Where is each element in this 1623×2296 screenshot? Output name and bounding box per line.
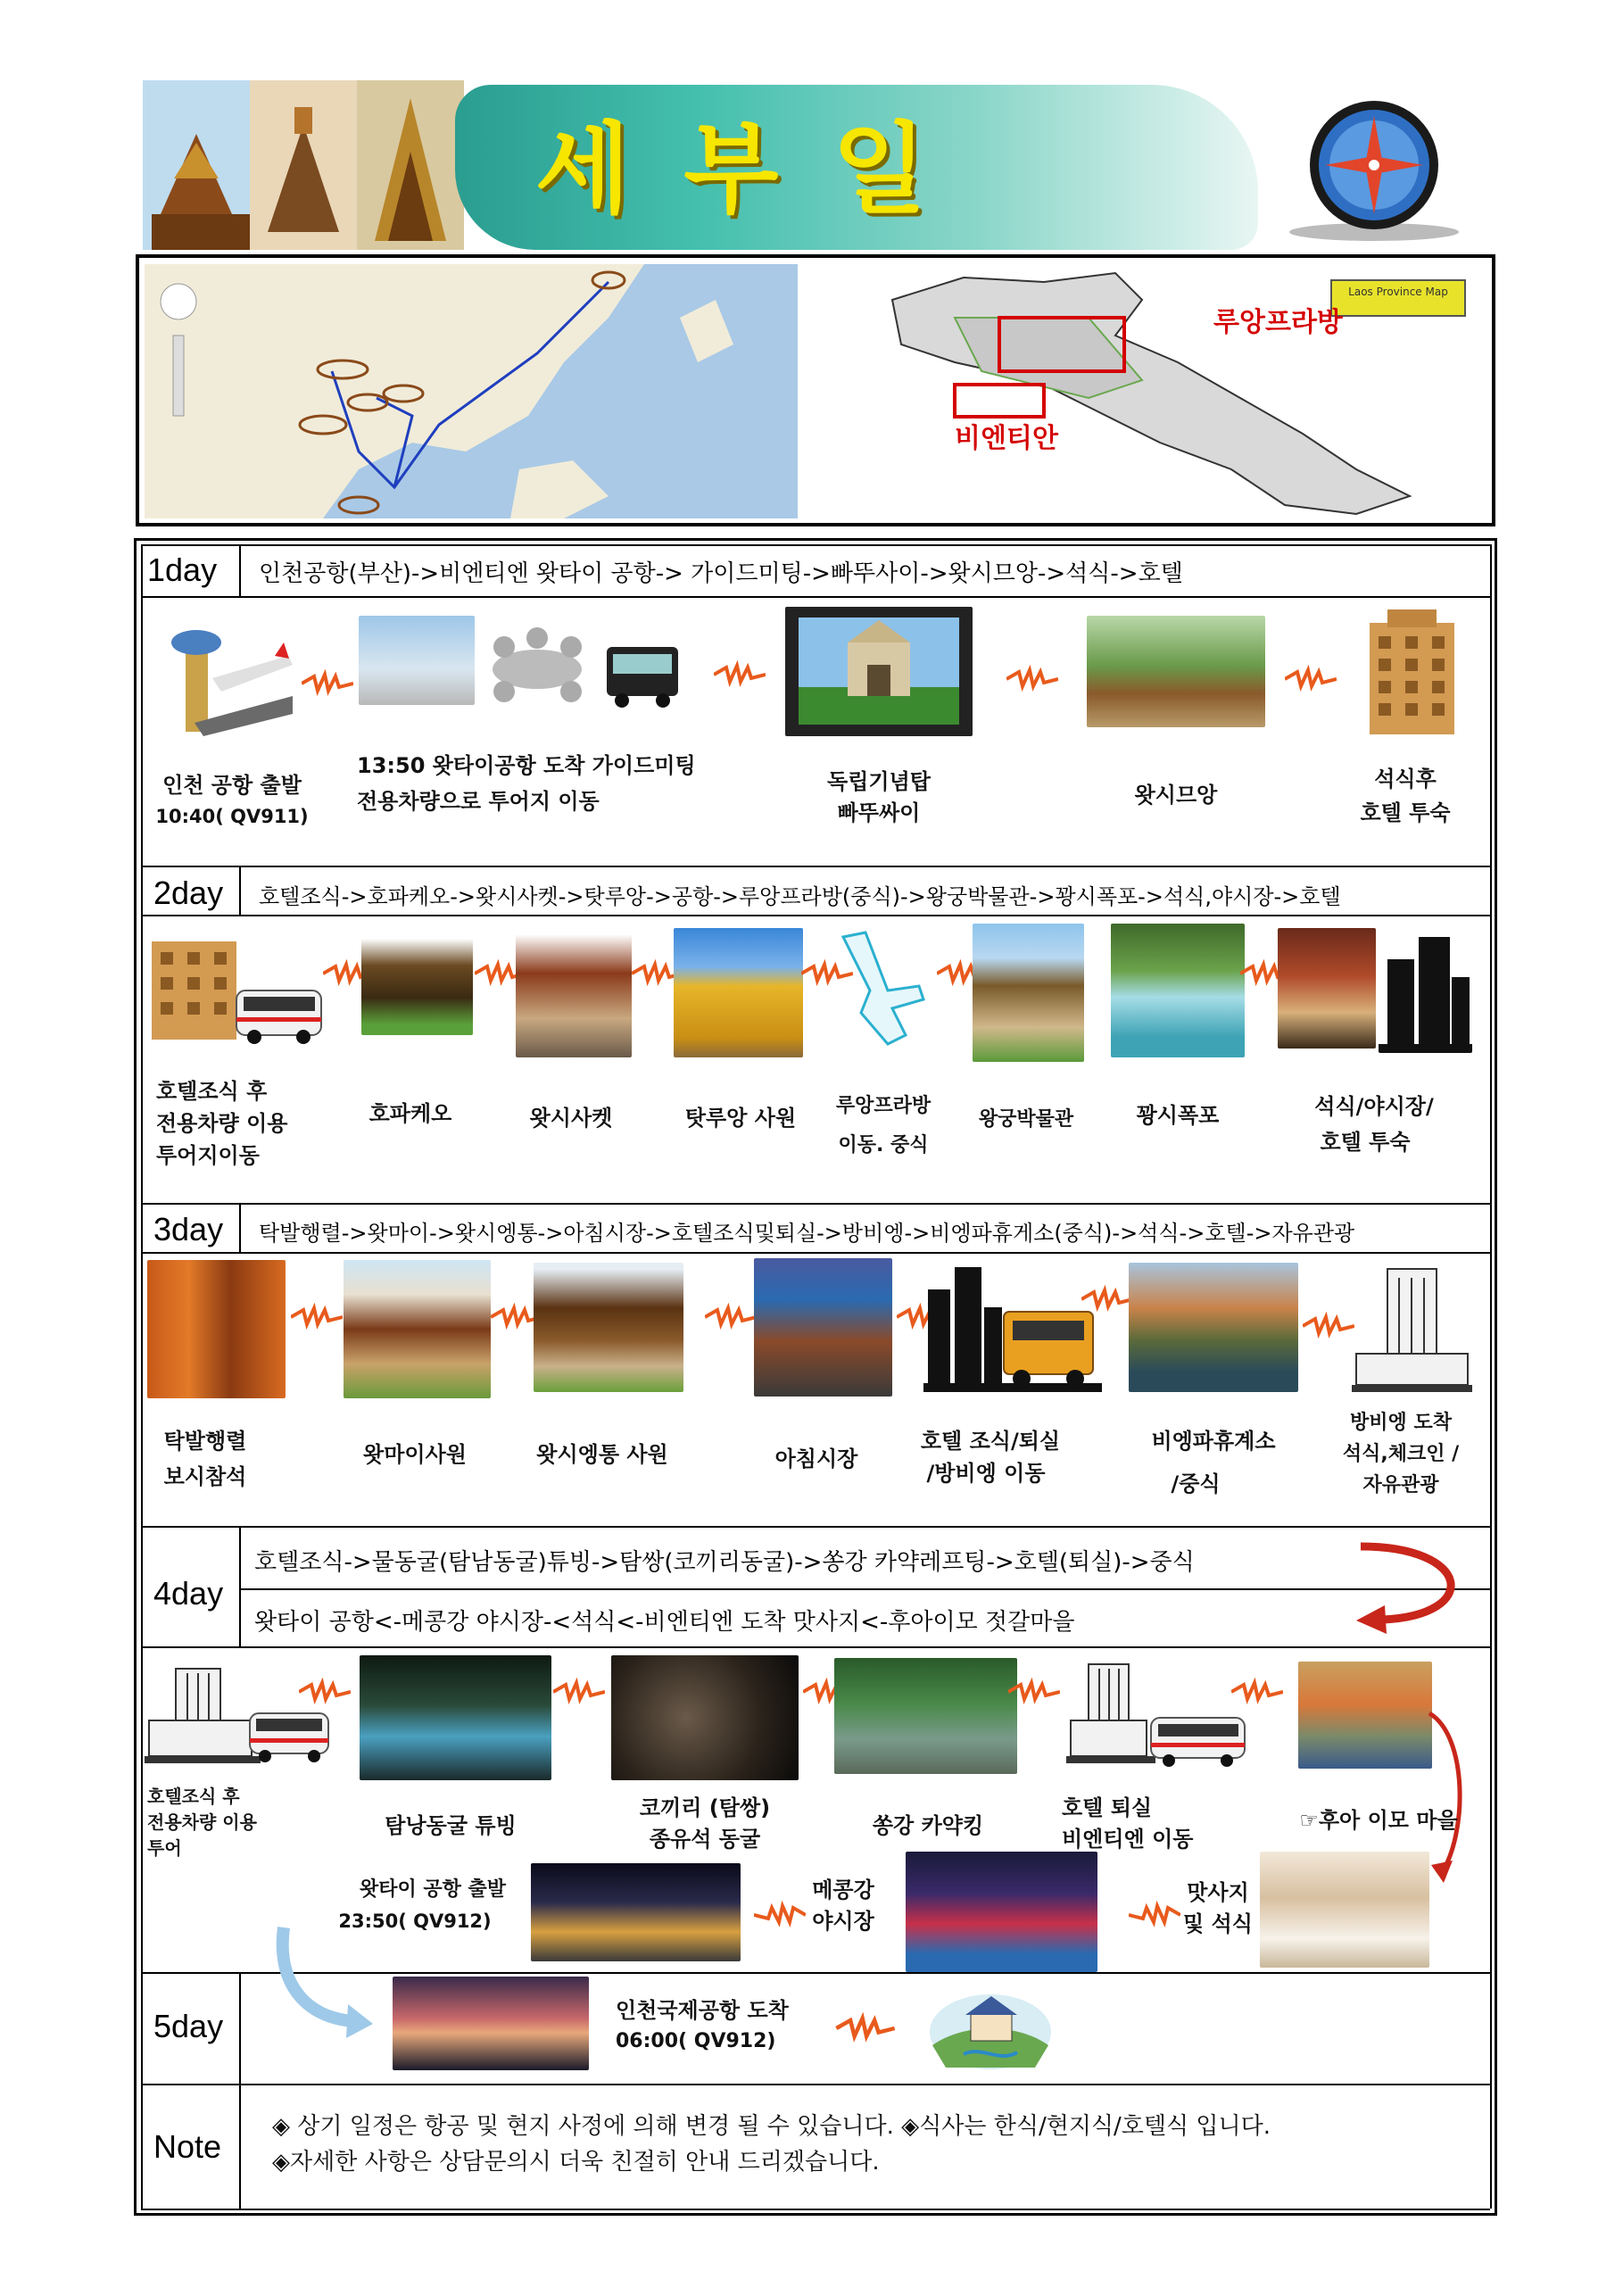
day4-caption: 23:50( QV912) [338,1911,492,1932]
wat-sisaket-photo [516,928,632,1057]
bus-icon [602,638,683,709]
day4-caption: 호텔조식 후 [147,1786,240,1807]
meeting-icon [477,616,598,714]
royal-palace-photo [973,924,1084,1062]
note-line-2: ◈자세한 사항은 상담문의시 더욱 친절히 안내 드리겠습니다. [272,2149,880,2176]
note-line-1: ◈ 상기 일정은 항공 및 현지 사정에 의해 변경 될 수 있습니다. ◈식사는 한식/현지식/호텔식 입니다. [272,2113,1271,2140]
hotel-icon [1361,605,1463,739]
day4-caption: 종유석 동굴 [649,1827,761,1852]
arrow-icon [1006,665,1058,693]
day4-caption: 전용차량 이용 [147,1811,257,1833]
wat-mai-photo [344,1260,491,1398]
day2-caption: 루앙프라방 [835,1095,932,1117]
day5-label: 5day [153,2008,224,2044]
day2-label: 2day [153,874,224,911]
night-market-photo [1278,928,1376,1049]
day2-caption: 호텔 투숙 [1320,1130,1411,1155]
day4-route: 호텔조식->물동굴(탐남동굴)튜빙->탐쌍(코끼리동굴)->쏭강 카약레프팅->호텔(퇴실)->중식 [254,1549,1195,1576]
page-title: 세부일 [535,112,981,227]
vientiane-label: 비엔티안 [955,423,1058,454]
day2-route: 호텔조식->호파케오->왓시사켓->탓루앙->공항->루앙프라방(중식)->왕궁박물관->꽝시폭포->석식,야시장->호텔 [259,884,1341,909]
hotel-bus-icon [147,932,326,1049]
day3-caption: 왓시엥통 사원 [536,1442,668,1467]
day3-caption: 석식,체크인 / [1342,1443,1460,1465]
day1-caption: 빠뚜싸이 [837,800,921,825]
arrow-icon [299,1678,351,1706]
day4-caption: 및 석식 [1183,1911,1253,1936]
city-skyline-icon [1379,924,1472,1053]
arrow-icon [714,660,766,689]
day4-caption: 코끼리 (탐쌍) [639,1795,771,1820]
day4-caption: 탐낭동굴 튜빙 [385,1813,517,1838]
day3-caption: /중식 [1171,1471,1221,1496]
route-map [145,264,798,518]
arrow-icon [705,1303,757,1331]
day4-caption: ☞후아 이모 마을 [1299,1808,1458,1833]
mekong-night-market-photo [906,1852,1097,1972]
airport-terminal-photo [359,616,475,705]
arrow-icon [1231,1678,1283,1706]
day4-caption: 호텔 퇴실 [1062,1795,1153,1820]
vang-vieng-rest-area-photo [1129,1263,1298,1392]
day1-caption: 13:50 왓타이공항 도착 가이드미팅 [357,753,696,778]
morning-market-photo [754,1258,892,1397]
luang-prabang-label: 루앙프라방 [1213,307,1343,338]
home-landscape-icon [928,1983,1053,2072]
day2-caption: 왕궁박물관 [978,1108,1074,1131]
wat-xieng-thong-photo [534,1263,683,1392]
day4-caption: 야시장 [812,1909,874,1934]
day4-caption: 왓타이 공항 출발 [359,1878,507,1901]
massage-photo [1260,1852,1429,1968]
day2-caption: 왓시사켓 [529,1106,613,1131]
arrow-icon [553,1678,605,1706]
day3-route: 탁발행렬->왓마이->왓시엥통->아침시장->호텔조식및퇴실->방비엥->비엥파휴게소(중식)->석식->호텔->자유관광 [259,1221,1355,1246]
patuxai-photo [785,607,973,736]
alms-giving-photo [147,1260,286,1398]
day3-label: 3day [153,1211,224,1247]
day1-caption: 인천 공항 출발 [162,773,302,798]
arrow-icon [1008,1678,1060,1706]
day2-caption: 꽝시폭포 [1136,1103,1220,1128]
skyline-truck-icon [923,1263,1102,1397]
u-turn-arrow-icon [1347,1530,1481,1637]
day4-caption: 맛사지 [1187,1880,1249,1905]
curved-arrow-icon [268,1919,375,2043]
day3-caption: 아침시장 [774,1446,858,1471]
day2-caption: 탓루앙 사원 [684,1106,797,1131]
note-label: Note [153,2128,222,2165]
day3-caption: 비엥파휴계소 [1151,1429,1276,1454]
day4-caption: 쏭강 카약킹 [872,1813,984,1838]
wattay-airport-photo [531,1863,741,1961]
elephant-cave-photo [611,1655,799,1780]
day2-caption: 투어지이동 [156,1143,260,1168]
day3-caption: 왓마이사원 [363,1442,467,1467]
day1-label: 1day [147,551,218,588]
arrow-icon [1285,665,1337,693]
day1-caption: 왓시므앙 [1134,783,1218,808]
day1-caption: 호텔 투숙 [1360,800,1451,825]
day2-caption: 호텔조식 후 [156,1079,268,1104]
day4-caption: 투어 [147,1837,182,1859]
day4-caption: 비엔티엔 이동 [1062,1827,1194,1852]
day2-caption: 호파케오 [368,1101,452,1126]
airport-tower-icon [159,616,293,750]
song-river-kayak-photo [834,1658,1017,1774]
compass-icon [1285,98,1463,241]
haw-phra-kaew-photo [361,928,473,1035]
day4-label: 4day [153,1575,224,1612]
government-building-icon [1347,1260,1477,1394]
arrow-icon [291,1303,343,1331]
day3-caption: 자유관광 [1362,1474,1439,1496]
day2-caption: 석식/야시장/ [1314,1094,1434,1119]
day4-route-return: 왓타이 공항<-메콩강 야시장-<석식<-비엔티엔 도착 맛사지<-후아이모 젓갈마을 [254,1609,1075,1636]
header-temple-photos [143,80,464,250]
day3-caption: 탁발행렬 [163,1429,247,1454]
day2-caption: 전용차량 이용 [156,1111,288,1136]
kuang-si-falls-photo [1111,924,1245,1057]
day3-caption: 방비엥 도착 [1350,1412,1452,1434]
day5-caption: 인천국제공항 도착 [616,1998,789,2023]
that-luang-photo [674,928,803,1057]
hotel-bus-icon [145,1660,332,1767]
day1-caption: 전용차량으로 투어지 이동 [357,789,600,814]
province-map-title: Laos Province Map [1348,286,1448,298]
day2-caption: 이동. 중식 [838,1134,929,1156]
day1-caption: 석식후 [1374,767,1437,792]
wat-simuang-photo [1087,616,1265,727]
day1-route: 인천공항(부산)->비엔티엔 왓타이 공항-> 가이드미팅->빠뚜사이->왓시므앙->석식->호텔 [259,560,1183,587]
incheon-arrival-photo [393,1977,589,2070]
day1-caption: 10:40( QV911) [155,806,309,827]
tham-nam-cave-photo [360,1655,551,1780]
arrow-icon [834,2012,897,2044]
arrow-icon [302,669,353,698]
laos-province-map [821,264,1481,518]
day3-caption: 호텔 조식/퇴실 [920,1429,1061,1454]
day3-caption: /방비엥 이동 [926,1461,1046,1486]
day5-caption: 06:00( QV912) [616,2030,776,2052]
arrow-icon [1081,1285,1133,1314]
hua-mo-village-photo [1298,1662,1432,1769]
hotel-bus-icon [1066,1660,1249,1771]
arrow-icon [1129,1901,1180,1929]
airplane-icon [834,928,932,1053]
day4-caption: 메콩강 [812,1877,874,1902]
day1-caption: 독립기념탑 [827,769,931,794]
day3-caption: 보시참석 [163,1464,247,1489]
